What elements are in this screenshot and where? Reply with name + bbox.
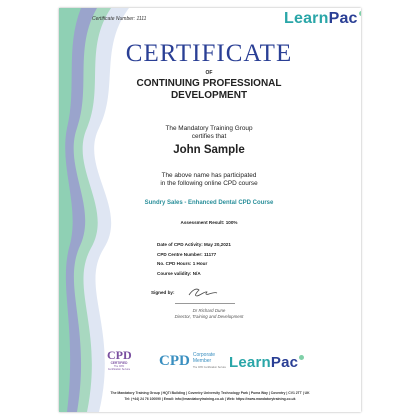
signatory-role: Director, Training and Development <box>174 314 244 319</box>
footer-logo-dot-icon <box>299 355 304 360</box>
footer-address: The Mandatory Training Group | HQTi Building | Coventry University Technology Park | Puma Way | Coventry | CV1 2TT | UK <box>110 391 310 395</box>
course-title: Sundry Sales - Enhanced Dental CPD Course <box>144 200 274 206</box>
footer-contact <box>59 390 361 402</box>
certificate-heading: CERTIFICATE <box>125 40 293 67</box>
participation-statement <box>129 172 289 188</box>
participated-line1: The above name has participated <box>161 172 257 179</box>
signatory-name: Dr Richard Dune <box>192 308 226 313</box>
group-name: The Mandatory Training Group <box>165 125 253 132</box>
cpd-certified-letters: CPD <box>107 348 132 362</box>
cpd-title-line1: CONTINUING PROFESSIONAL <box>136 78 282 89</box>
footer-logo-pac-text: Pac <box>270 354 299 371</box>
cpd-certified-badge <box>107 350 131 371</box>
cpd-certified-sub: The CPD Certification Service <box>107 365 131 371</box>
certifies-that: certifies that <box>191 133 227 140</box>
corporate-member-text <box>193 352 226 371</box>
corporate-sub: The CPD Certification Service <box>192 366 227 369</box>
signature-line <box>175 303 235 304</box>
cpd-title-line2: DEVELOPMENT <box>170 90 248 101</box>
activity-details <box>157 240 231 278</box>
assessment-result: Assessment Result: 100% <box>180 220 238 225</box>
detail-course-validity: Course validity: N/A <box>157 270 201 276</box>
corporate-cpd-letters: CPD <box>159 353 190 369</box>
logo-learn-text: Learn <box>284 10 329 27</box>
signatory <box>159 308 259 320</box>
learnpac-logo <box>284 10 361 28</box>
footer-contact-details: Tel: (+44) 24 76 100090 | Email: info@mandatorytraining.co.uk | Web: https://www.mandatorytraining.co.uk <box>124 397 296 401</box>
signed-by-label: Signed by: <box>151 290 175 295</box>
logo-dot-icon <box>359 11 361 16</box>
corporate-line1: Corporate <box>192 352 216 358</box>
detail-date: Date of CPD Activity: May 20,2021 <box>157 242 231 247</box>
certifying-body <box>129 125 289 141</box>
corporate-line2: Member <box>192 358 212 364</box>
logo-pac-text: Pac <box>328 10 358 27</box>
detail-centre-number: CPD Centre Number: 11177 <box>157 251 217 257</box>
participated-line2: in the following online CPD course <box>160 180 258 187</box>
learnpac-footer-logo <box>229 354 304 371</box>
cpd-title <box>109 78 309 102</box>
certificate-number: Certificate Number: 1111 <box>92 16 147 22</box>
footer-logo-learn-text: Learn <box>229 354 271 371</box>
signature-image <box>187 285 219 299</box>
of-label: OF <box>205 70 213 76</box>
detail-cpd-hours: No. CPD Hours: 1 Hour <box>157 261 208 266</box>
cpd-corporate-member-badge <box>159 352 226 371</box>
certificate-page <box>59 8 361 412</box>
cpd-certified-text: CERTIFIED <box>110 361 128 365</box>
recipient-name: John Sample <box>173 144 245 156</box>
accreditation-logos <box>59 350 361 380</box>
